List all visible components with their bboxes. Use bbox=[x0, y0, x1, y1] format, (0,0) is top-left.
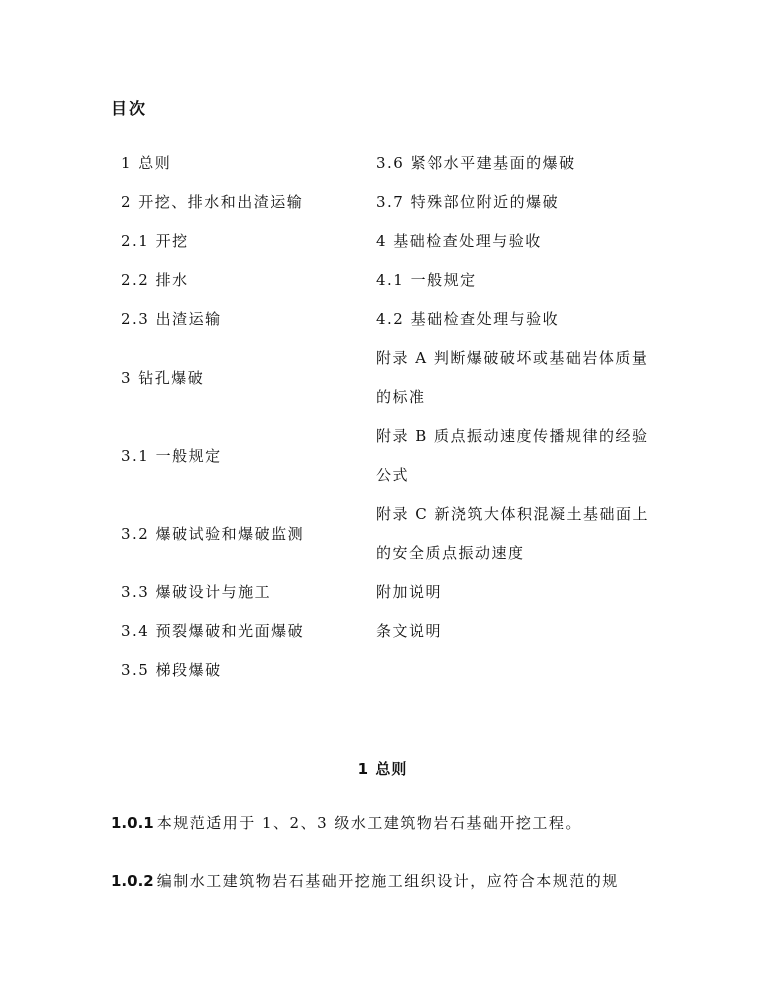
toc-entry: 3.1 一般规定 bbox=[121, 446, 222, 465]
clause-number: 1.0.1 bbox=[111, 814, 154, 832]
toc-entry: 附加说明 bbox=[376, 583, 443, 601]
toc-entry: 2.2 排水 bbox=[121, 271, 189, 289]
toc-row bbox=[111, 144, 671, 183]
toc-entry: 4.1 一般规定 bbox=[376, 271, 477, 289]
toc-row bbox=[111, 300, 671, 339]
toc-entry: 2.1 开挖 bbox=[121, 232, 189, 250]
toc-entry bbox=[376, 651, 671, 690]
clause-paragraph bbox=[111, 870, 671, 891]
toc-row bbox=[111, 261, 671, 300]
toc-entry: 4 基础检查处理与验收 bbox=[376, 232, 542, 250]
toc-row bbox=[111, 417, 671, 495]
toc-row bbox=[111, 222, 671, 261]
toc-entry: 2 开挖、排水和出渣运输 bbox=[121, 193, 304, 211]
toc-row bbox=[111, 183, 671, 222]
toc-row bbox=[111, 339, 671, 417]
toc-row bbox=[111, 612, 671, 651]
toc-entry: 附录 A 判断爆破破坏或基础岩体质量的标准 bbox=[376, 349, 649, 406]
toc-entry: 附录 C 新浇筑大体积混凝土基础面上的安全质点振动速度 bbox=[376, 505, 650, 562]
toc-row bbox=[111, 495, 671, 573]
toc-entry: 3.7 特殊部位附近的爆破 bbox=[376, 193, 560, 211]
toc-entry: 3.6 紧邻水平建基面的爆破 bbox=[376, 154, 576, 172]
toc-entry: 4.2 基础检查处理与验收 bbox=[376, 310, 560, 328]
clause-number: 1.0.2 bbox=[111, 872, 154, 890]
toc-entry: 3.5 梯段爆破 bbox=[121, 661, 222, 679]
toc-entry: 附录 B 质点振动速度传播规律的经验公式 bbox=[376, 427, 649, 484]
toc-title: 目次 bbox=[111, 99, 148, 118]
section-heading: 1 总则 bbox=[357, 760, 408, 778]
toc-row bbox=[111, 573, 671, 612]
clause-text: 本规范适用于 1、2、3 级水工建筑物岩石基础开挖工程。 bbox=[156, 814, 582, 832]
toc-entry: 2.3 出渣运输 bbox=[121, 310, 222, 328]
clause-text: 编制水工建筑物岩石基础开挖施工组织设计，应符合本规范的规 bbox=[156, 872, 619, 890]
clause-paragraph bbox=[111, 812, 671, 833]
toc-row bbox=[111, 651, 671, 690]
toc-entry: 3 钻孔爆破 bbox=[121, 368, 205, 387]
toc-table bbox=[111, 144, 671, 690]
toc-entry: 3.2 爆破试验和爆破监测 bbox=[121, 524, 305, 543]
toc-entry: 3.4 预裂爆破和光面爆破 bbox=[121, 622, 305, 640]
toc-entry: 1 总则 bbox=[121, 154, 172, 172]
toc-entry: 3.3 爆破设计与施工 bbox=[121, 583, 272, 601]
toc-entry: 条文说明 bbox=[376, 622, 443, 640]
